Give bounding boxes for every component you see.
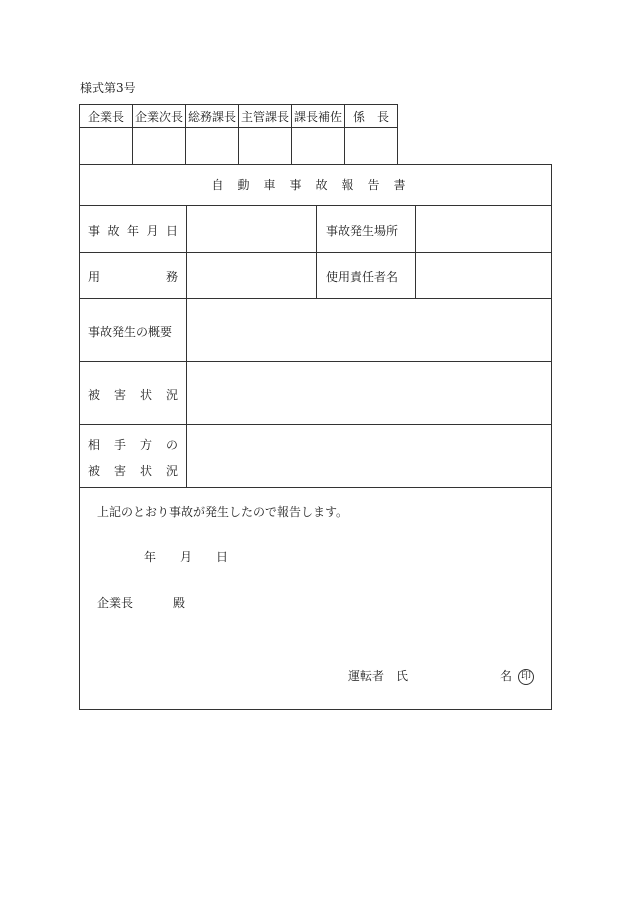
accident-summary-field[interactable] <box>187 299 552 361</box>
year-unit: 年 <box>144 550 157 564</box>
addressee-line <box>97 594 185 611</box>
label-accident-summary: 事故発生の概要 <box>88 325 173 339</box>
approval-header-general-affairs-chief: 総務課長 <box>186 105 239 128</box>
title-char: 書 <box>393 178 420 192</box>
label-damage-status: 被 害 状 況 <box>88 388 178 402</box>
approval-stamp-box[interactable] <box>80 128 133 165</box>
label-counterparty-line2: 被 害 状 況 <box>88 464 178 478</box>
approval-stamp-box[interactable] <box>133 128 186 165</box>
approval-stamp-box[interactable] <box>292 128 345 165</box>
accident-date-field[interactable] <box>187 206 315 252</box>
approval-header-corporate-head: 企業長 <box>80 105 133 128</box>
driver-label-line <box>348 667 408 684</box>
approval-header-assistant-chief: 課長補佐 <box>292 105 345 128</box>
label-responsible-person: 使用責任者名 <box>326 270 399 284</box>
month-unit: 月 <box>180 550 193 564</box>
honorific: 殿 <box>173 596 186 610</box>
label-accident-date: 事 故 年 月 日 <box>88 224 178 238</box>
approval-stamp-box[interactable] <box>345 128 398 165</box>
divider <box>80 487 551 488</box>
accident-report-form <box>79 164 552 710</box>
addressee: 企業長 <box>97 596 134 610</box>
approval-stamp-box[interactable] <box>186 128 239 165</box>
form-number: 様式第3号 <box>80 81 136 95</box>
title-char: 事 <box>289 178 316 192</box>
label-purpose: 用 務 <box>88 270 178 284</box>
title-char: 車 <box>263 178 290 192</box>
title-char: 故 <box>315 178 342 192</box>
document-title <box>80 165 551 205</box>
approval-stamp-box[interactable] <box>239 128 292 165</box>
approval-header-section-head: 係 長 <box>345 105 398 128</box>
damage-status-field[interactable] <box>187 362 552 424</box>
divider <box>316 205 317 298</box>
title-char: 自 <box>211 178 238 192</box>
driver-name-label-first: 氏 <box>396 669 409 683</box>
accident-location-field[interactable] <box>416 206 552 252</box>
title-char: 報 <box>341 178 368 192</box>
counterparty-damage-field[interactable] <box>187 425 552 487</box>
approval-stamp-table <box>79 104 398 165</box>
title-char: 告 <box>367 178 394 192</box>
report-date <box>144 548 228 565</box>
driver-signature-line <box>500 667 534 685</box>
report-statement: 上記のとおり事故が発生したので報告します。 <box>97 505 349 519</box>
label-accident-location: 事故発生場所 <box>326 224 399 238</box>
driver-label: 運転者 <box>348 669 385 683</box>
driver-name-label-last: 名 <box>500 669 513 683</box>
approval-header-supervising-chief: 主管課長 <box>239 105 292 128</box>
seal-icon: 印 <box>518 669 534 685</box>
day-unit: 日 <box>216 550 229 564</box>
label-counterparty-line1: 相 手 方 の <box>88 438 178 452</box>
responsible-person-field[interactable] <box>416 253 552 298</box>
title-char: 動 <box>237 178 264 192</box>
approval-header-deputy-head: 企業次長 <box>133 105 186 128</box>
purpose-field[interactable] <box>187 253 315 298</box>
